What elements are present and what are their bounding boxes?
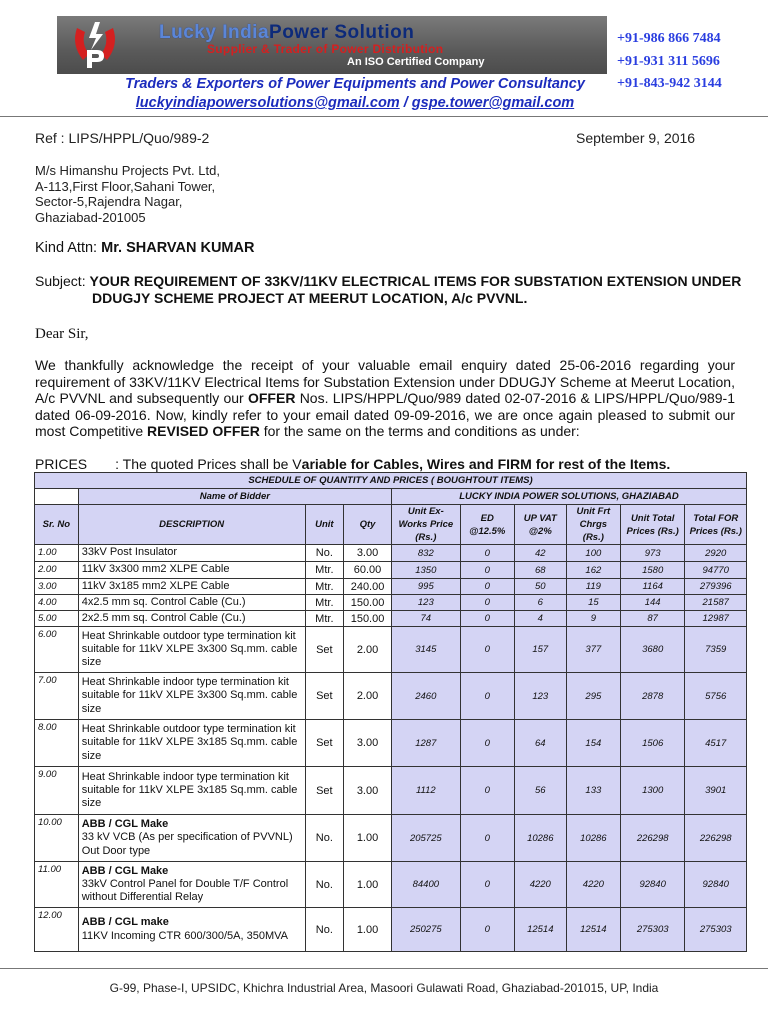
row-srno: 7.00 <box>35 673 79 720</box>
row-unit: No. <box>305 545 344 562</box>
row-ed: 0 <box>460 720 514 767</box>
row-description <box>78 627 305 673</box>
email-link-2[interactable]: gspe.tower@gmail.com <box>411 95 575 111</box>
row-vat: 56 <box>514 767 566 815</box>
row-freight: 12514 <box>566 908 620 952</box>
row-freight: 154 <box>566 720 620 767</box>
col-qty: Qty <box>344 505 392 545</box>
row-ed: 0 <box>460 815 514 862</box>
company-subtitle: Supplier & Trader of Power Distribution <box>207 42 444 56</box>
row-unit: No. <box>305 862 344 908</box>
body-paragraph: We thankfully acknowledge the receipt of your valuable email enquiry dated 25-06-2016 regarding your requirement of 33KV/11KV Electrical Items for Substation Extension under DDUGJY Scheme at Meerut Location, A/c PVVNL and subsequently our OFFER Nos. LIPS/HPPL/Quo/989 dated 02-07-2016 & LIPS/HPPL/Quo/989-1 dated 06-09-2016. Now, kindly refer to your email dated 09-09-2016, we are once again pleased to submit our most Competitive REVISED OFFER for the same on the terms and conditions as under: <box>35 357 735 439</box>
row-srno: 10.00 <box>35 815 79 862</box>
row-srno: 1.00 <box>35 545 79 562</box>
row-desc-text: 33kV Control Panel for Double T/F Control without Differential Relay <box>81 877 289 904</box>
row-unit-total: 275303 <box>620 908 685 952</box>
table-row <box>35 908 747 952</box>
row-unit: Set <box>305 767 344 815</box>
row-total-for: 5756 <box>685 673 747 720</box>
row-unit: Set <box>305 720 344 767</box>
row-total-for: 92840 <box>685 862 747 908</box>
table-row <box>35 595 747 611</box>
row-ed: 0 <box>460 595 514 611</box>
row-ed: 0 <box>460 562 514 579</box>
row-total-for: 2920 <box>685 545 747 562</box>
row-total-for: 4517 <box>685 720 747 767</box>
row-qty: 2.00 <box>344 673 392 720</box>
row-unit-total: 87 <box>620 611 685 627</box>
row-description <box>78 562 305 579</box>
company-emails: luckyindiapowersolutions@gmail.com / gspe.tower@gmail.com <box>135 95 575 111</box>
row-freight: 133 <box>566 767 620 815</box>
row-unit-total: 973 <box>620 545 685 562</box>
table-row <box>35 627 747 673</box>
reference-number: Ref : LIPS/HPPL/Quo/989-2 <box>35 130 210 146</box>
salutation: Dear Sir, <box>35 326 89 342</box>
col-ed: ED @12.5% <box>460 505 514 545</box>
row-srno: 12.00 <box>35 908 79 952</box>
row-ed: 0 <box>460 767 514 815</box>
row-unit: Mtr. <box>305 595 344 611</box>
row-unit-total: 92840 <box>620 862 685 908</box>
prices-clause: PRICES : The quoted Prices shall be Variable for Cables, Wires and FIRM for rest of the Items. <box>35 456 671 472</box>
row-ed: 0 <box>460 627 514 673</box>
row-description <box>78 595 305 611</box>
row-qty: 3.00 <box>344 767 392 815</box>
row-description <box>78 908 305 952</box>
table-row <box>35 611 747 627</box>
row-desc-text: Heat Shrinkable indoor type termination kit suitable for 11kV XLPE 3x300 Sq.mm. cable size <box>81 676 298 715</box>
table-title-row <box>35 473 747 489</box>
email-link-1[interactable]: luckyindiapowersolutions@gmail.com <box>135 95 400 111</box>
row-description <box>78 611 305 627</box>
row-srno: 11.00 <box>35 862 79 908</box>
row-srno: 5.00 <box>35 611 79 627</box>
col-total-for: Total FOR Prices (Rs.) <box>685 505 747 545</box>
row-vat: 68 <box>514 562 566 579</box>
row-srno: 4.00 <box>35 595 79 611</box>
row-unit: Mtr. <box>305 579 344 595</box>
row-make: ABB / CGL Make <box>81 864 169 877</box>
row-total-for: 12987 <box>685 611 747 627</box>
row-desc-text: 4x2.5 mm sq. Control Cable (Cu.) <box>81 595 246 608</box>
header-divider <box>0 116 768 117</box>
row-make: ABB / CGL Make <box>81 818 169 831</box>
col-vat: UP VAT @2% <box>514 505 566 545</box>
col-unit: Unit <box>305 505 344 545</box>
row-unit-total: 1580 <box>620 562 685 579</box>
row-desc-text: Heat Shrinkable indoor type termination kit suitable for 11kV XLPE 3x185 Sq.mm. cable size <box>81 770 298 810</box>
row-vat: 50 <box>514 579 566 595</box>
row-vat: 12514 <box>514 908 566 952</box>
row-ed: 0 <box>460 579 514 595</box>
recipient-address: M/s Himanshu Projects Pvt. Ltd, A-113,First Floor,Sahani Tower, Sector-5,Rajendra Nagar, Ghaziabad-201005 <box>35 163 220 225</box>
table-row <box>35 545 747 562</box>
row-description <box>78 767 305 815</box>
row-vat: 42 <box>514 545 566 562</box>
row-exworks: 3145 <box>391 627 460 673</box>
row-description <box>78 579 305 595</box>
row-unit-total: 2878 <box>620 673 685 720</box>
phone-3: +91-843-942 3144 <box>617 76 722 91</box>
row-ed: 0 <box>460 545 514 562</box>
row-unit: Set <box>305 673 344 720</box>
row-total-for: 226298 <box>685 815 747 862</box>
row-qty: 2.00 <box>344 627 392 673</box>
iso-certification: An ISO Certified Company <box>347 56 485 68</box>
row-ed: 0 <box>460 673 514 720</box>
row-exworks: 1350 <box>391 562 460 579</box>
footer-divider <box>0 968 768 969</box>
row-qty: 1.00 <box>344 815 392 862</box>
row-description <box>78 545 305 562</box>
row-vat: 4 <box>514 611 566 627</box>
row-exworks: 250275 <box>391 908 460 952</box>
table-title: SCHEDULE OF QUANTITY AND PRICES ( BOUGHTOUT ITEMS) <box>35 473 747 489</box>
row-srno: 9.00 <box>35 767 79 815</box>
row-exworks: 2460 <box>391 673 460 720</box>
row-unit: Mtr. <box>305 611 344 627</box>
row-qty: 60.00 <box>344 562 392 579</box>
row-srno: 8.00 <box>35 720 79 767</box>
row-desc-text: 11kV 3x300 mm2 XLPE Cable <box>81 563 230 576</box>
row-vat: 157 <box>514 627 566 673</box>
row-total-for: 7359 <box>685 627 747 673</box>
row-unit: Mtr. <box>305 562 344 579</box>
row-freight: 9 <box>566 611 620 627</box>
row-description <box>78 720 305 767</box>
row-exworks: 74 <box>391 611 460 627</box>
bidder-name: LUCKY INDIA POWER SOLUTIONS, GHAZIABAD <box>391 489 746 505</box>
row-freight: 295 <box>566 673 620 720</box>
row-vat: 6 <box>514 595 566 611</box>
row-total-for: 94770 <box>685 562 747 579</box>
subject-line: Subject: YOUR REQUIREMENT OF 33KV/11KV ELECTRICAL ITEMS FOR SUBSTATION EXTENSION UNDER <box>35 273 742 289</box>
table-row <box>35 862 747 908</box>
table-row <box>35 673 747 720</box>
row-qty: 3.00 <box>344 720 392 767</box>
row-exworks: 123 <box>391 595 460 611</box>
table-row <box>35 767 747 815</box>
row-exworks: 995 <box>391 579 460 595</box>
row-desc-text: 2x2.5 mm sq. Control Cable (Cu.) <box>81 611 246 624</box>
row-freight: 119 <box>566 579 620 595</box>
row-desc-text: 33kV Post Insulator <box>81 546 178 559</box>
lightning-logo-icon <box>69 20 121 70</box>
phone-2: +91-931 311 5696 <box>617 53 720 69</box>
row-exworks: 832 <box>391 545 460 562</box>
footer-address: G-99, Phase-I, UPSIDC, Khichra Industrial Area, Masoori Gulawati Road, Ghaziabad-201015, UP, India <box>109 981 659 995</box>
row-srno: 2.00 <box>35 562 79 579</box>
company-tagline: Traders & Exporters of Power Equipments and Power Consultancy <box>125 76 585 92</box>
row-vat: 4220 <box>514 862 566 908</box>
row-freight: 162 <box>566 562 620 579</box>
row-exworks: 84400 <box>391 862 460 908</box>
row-unit: No. <box>305 815 344 862</box>
row-desc-text: 33 kV VCB (As per specification of PVVNL) Out Door type <box>81 831 293 857</box>
row-unit-total: 144 <box>620 595 685 611</box>
row-desc-text: 11kV 3x185 mm2 XLPE Cable <box>81 579 230 592</box>
row-vat: 123 <box>514 673 566 720</box>
row-srno: 6.00 <box>35 627 79 673</box>
table-row <box>35 579 747 595</box>
row-vat: 64 <box>514 720 566 767</box>
row-total-for: 279396 <box>685 579 747 595</box>
row-unit: No. <box>305 908 344 952</box>
row-qty: 1.00 <box>344 908 392 952</box>
subject-line-cont: DDUGJY SCHEME PROJECT AT MEERUT LOCATION, A/c PVVNL. <box>92 290 528 306</box>
row-srno: 3.00 <box>35 579 79 595</box>
row-freight: 4220 <box>566 862 620 908</box>
col-srno: Sr. No <box>35 505 79 545</box>
row-ed: 0 <box>460 611 514 627</box>
row-unit-total: 1506 <box>620 720 685 767</box>
table-row <box>35 562 747 579</box>
row-description <box>78 862 305 908</box>
row-make: ABB / CGL make <box>81 916 169 929</box>
row-unit-total: 226298 <box>620 815 685 862</box>
row-unit-total: 1164 <box>620 579 685 595</box>
row-description <box>78 815 305 862</box>
column-header-row <box>35 505 747 545</box>
schedule-table <box>34 472 747 952</box>
col-exworks: Unit Ex-Works Price (Rs.) <box>391 505 460 545</box>
row-qty: 150.00 <box>344 595 392 611</box>
row-freight: 100 <box>566 545 620 562</box>
row-unit-total: 3680 <box>620 627 685 673</box>
row-ed: 0 <box>460 908 514 952</box>
row-qty: 3.00 <box>344 545 392 562</box>
row-description <box>78 673 305 720</box>
col-freight: Unit Frt Chrgs (Rs.) <box>566 505 620 545</box>
col-description: DESCRIPTION <box>78 505 305 545</box>
row-total-for: 275303 <box>685 908 747 952</box>
kind-attention: Kind Attn: Mr. SHARVAN KUMAR <box>35 240 255 256</box>
row-ed: 0 <box>460 862 514 908</box>
row-unit: Set <box>305 627 344 673</box>
bidder-row <box>35 489 747 505</box>
row-freight: 10286 <box>566 815 620 862</box>
row-exworks: 1112 <box>391 767 460 815</box>
row-qty: 240.00 <box>344 579 392 595</box>
row-total-for: 3901 <box>685 767 747 815</box>
row-freight: 377 <box>566 627 620 673</box>
col-unit-total: Unit Total Prices (Rs.) <box>620 505 685 545</box>
row-qty: 1.00 <box>344 862 392 908</box>
company-logo-banner <box>57 16 607 74</box>
table-row <box>35 815 747 862</box>
row-qty: 150.00 <box>344 611 392 627</box>
phone-1: +91-986 866 7484 <box>617 31 721 46</box>
row-desc-text: Heat Shrinkable outdoor type termination kit suitable for 11kV XLPE 3x185 Sq.mm. cable size <box>81 723 298 762</box>
company-name: Lucky IndiaPower Solution <box>159 22 415 43</box>
row-unit-total: 1300 <box>620 767 685 815</box>
row-total-for: 21587 <box>685 595 747 611</box>
row-freight: 15 <box>566 595 620 611</box>
row-exworks: 1287 <box>391 720 460 767</box>
row-exworks: 205725 <box>391 815 460 862</box>
row-desc-text: 11KV Incoming CTR 600/300/5A, 350MVA <box>81 929 288 942</box>
row-vat: 10286 <box>514 815 566 862</box>
bidder-label: Name of Bidder <box>78 489 391 505</box>
letter-date: September 9, 2016 <box>576 130 696 146</box>
table-row <box>35 720 747 767</box>
row-desc-text: Heat Shrinkable outdoor type termination kit suitable for 11kV XLPE 3x300 Sq.mm. cable size <box>81 629 298 669</box>
